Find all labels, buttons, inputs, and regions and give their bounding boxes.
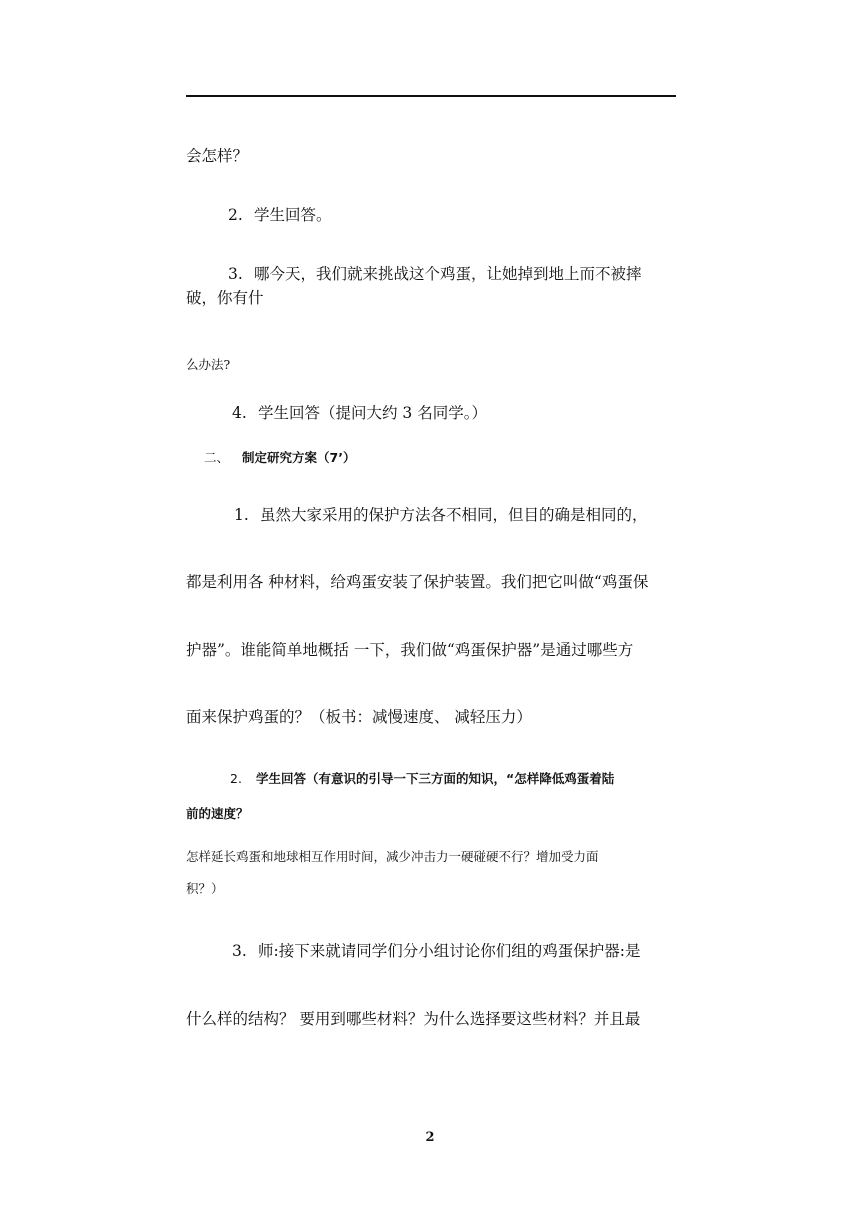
list-text: 学生回答（提问大约 3 名同学。） — [258, 404, 487, 422]
list-item — [232, 406, 487, 422]
text-line: 护器”。谁能简单地概括 一下，我们做“鸡蛋保护器”是通过哪些方 — [186, 641, 634, 659]
text-line: 破，你有什 — [186, 289, 264, 307]
list-item — [230, 773, 614, 786]
text-line: 怎样延长鸡蛋和地球相互作用时间，减少冲击力一硬碰硬不行？增加受力面 — [186, 849, 599, 864]
text-line: 会怎样？ — [186, 147, 249, 165]
section-number: 二、 — [204, 450, 230, 465]
list-text: 哪今天，我们就来挑战这个鸡蛋，让她掉到地上而不被摔 — [254, 265, 642, 283]
list-number: 2. — [228, 206, 243, 224]
text-line: 么办法? — [186, 357, 231, 372]
list-number: 4. — [232, 404, 247, 422]
page-number: 2 — [425, 1130, 435, 1145]
list-item — [228, 208, 332, 224]
list-text: 学生回答（有意识的引导一下三方面的知识，“怎样降低鸡蛋着陆 — [256, 771, 615, 786]
text-line: 积？） — [186, 881, 224, 896]
list-number: 1. — [234, 506, 249, 524]
header-rule — [186, 95, 676, 97]
text-line: 前的速度？ — [186, 806, 249, 821]
list-item — [228, 267, 642, 283]
list-number: 3. — [228, 265, 243, 283]
list-item — [232, 944, 640, 960]
list-text: 虽然大家采用的保护方法各不相同，但目的确是相同的， — [260, 506, 648, 524]
section-title: 制定研究方案（7’） — [242, 450, 356, 465]
list-text: 师:接下来就请同学们分小组讨论你们组的鸡蛋保护器:是 — [258, 942, 641, 960]
list-text: 学生回答。 — [254, 206, 332, 224]
section-heading — [204, 452, 355, 465]
list-number: 3. — [232, 942, 247, 960]
text-line: 什么样的结构？ 要用到哪些材料？为什么选择要这些材料？并且最 — [186, 1010, 641, 1028]
text-line: 面来保护鸡蛋的？（板书：减慢速度、 减轻压力） — [186, 708, 532, 726]
text-line: 都是利用各 种材料，给鸡蛋安装了保护装置。我们把它叫做“鸡蛋保 — [186, 573, 649, 591]
list-number: 2. — [230, 771, 242, 786]
list-item — [234, 508, 648, 524]
